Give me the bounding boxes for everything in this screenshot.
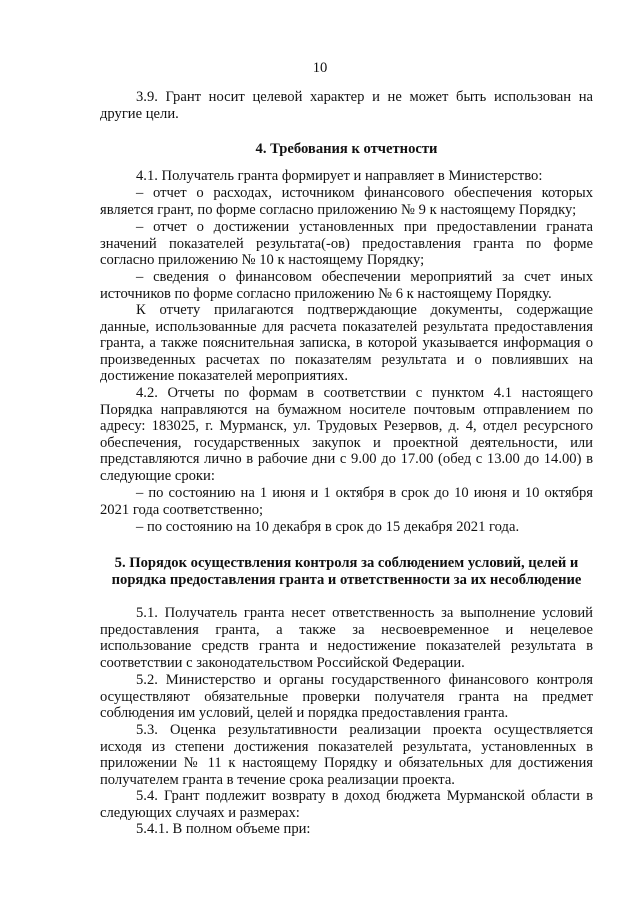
section-4-heading: 4. Требования к отчетности <box>255 141 438 157</box>
report-item-expenses: – отчет о расходах, источником финансового обеспечения которых является грант, по форме согласно приложению № 9 к настоящему Порядку; <box>100 185 593 218</box>
paragraph-5-4-1: 5.4.1. В полном объеме при: <box>136 821 311 837</box>
paragraph-5-2: 5.2. Министерство и органы государственного финансового контроля осуществляют обязательные проверки получателя гранта на предмет соблюдения им условий, целей и порядка предоставления гранта. <box>100 672 593 722</box>
report-item-funding: – сведения о финансовом обеспечении мероприятий за счет иных источников по форме согласно приложению № 6 к настоящему Порядку. <box>100 269 593 302</box>
page-number: 10 <box>312 60 328 76</box>
paragraph-3-9: 3.9. Грант носит целевой характер и не может быть использован на другие цели. <box>100 89 593 122</box>
paragraph-4-2: 4.2. Отчеты по формам в соответствии с пунктом 4.1 настоящего Порядка направляются на бумажном носителе почтовым отправлением по адресу: 183025, г. Мурманск, ул. Трудовых Резервов, д. 4, отдел ресурсного обеспечения, государственных закупок и проектной деятельности, или представляются лично в рабочие дни с 9.00 до 17.00 (обед с 13.00 до 14.00) в следующие сроки: <box>100 385 593 484</box>
paragraph-attachments: К отчету прилагаются подтверждающие документы, содержащие данные, использованные для расчета показателей результата предоставления гранта, а также пояснительная записка, в которой указывается информация о произведенных расчетах по показателям результата и о повлиявших на достижение показателей мероприятиях. <box>100 302 593 385</box>
deadline-item-1: – по состоянию на 1 июня и 1 октября в срок до 10 июня и 10 октября 2021 года соответственно; <box>100 485 593 518</box>
paragraph-4-1: 4.1. Получатель гранта формирует и направляет в Министерство: <box>136 168 543 184</box>
section-5-heading: 5. Порядок осуществления контроля за соблюдением условий, целей и порядка предоставления гранта и ответственности за их несоблюдение <box>111 555 582 588</box>
deadline-item-2: – по состоянию на 10 декабря в срок до 15 декабря 2021 года. <box>136 519 520 535</box>
report-item-indicators: – отчет о достижении установленных при предоставлении граната значений показателей результата(-ов) предоставления гранта по форме согласно приложению № 10 к настоящему Порядку; <box>100 219 593 269</box>
paragraph-5-4: 5.4. Грант подлежит возврату в доход бюджета Мурманской области в следующих случаях и размерах: <box>100 788 593 821</box>
paragraph-5-3: 5.3. Оценка результативности реализации проекта осуществляется исходя из степени достижения показателей результата, установленных в приложении № 11 к настоящему Порядку и обязательных для достижения получателем гранта в течение срока реализации проекта. <box>100 722 593 788</box>
paragraph-5-1: 5.1. Получатель гранта несет ответственность за выполнение условий предоставления гранта, а также за несвоевременное и нецелевое использование средств гранта и недостижение показателей результата в соответствии с законодательством Российской Федерации. <box>100 605 593 671</box>
